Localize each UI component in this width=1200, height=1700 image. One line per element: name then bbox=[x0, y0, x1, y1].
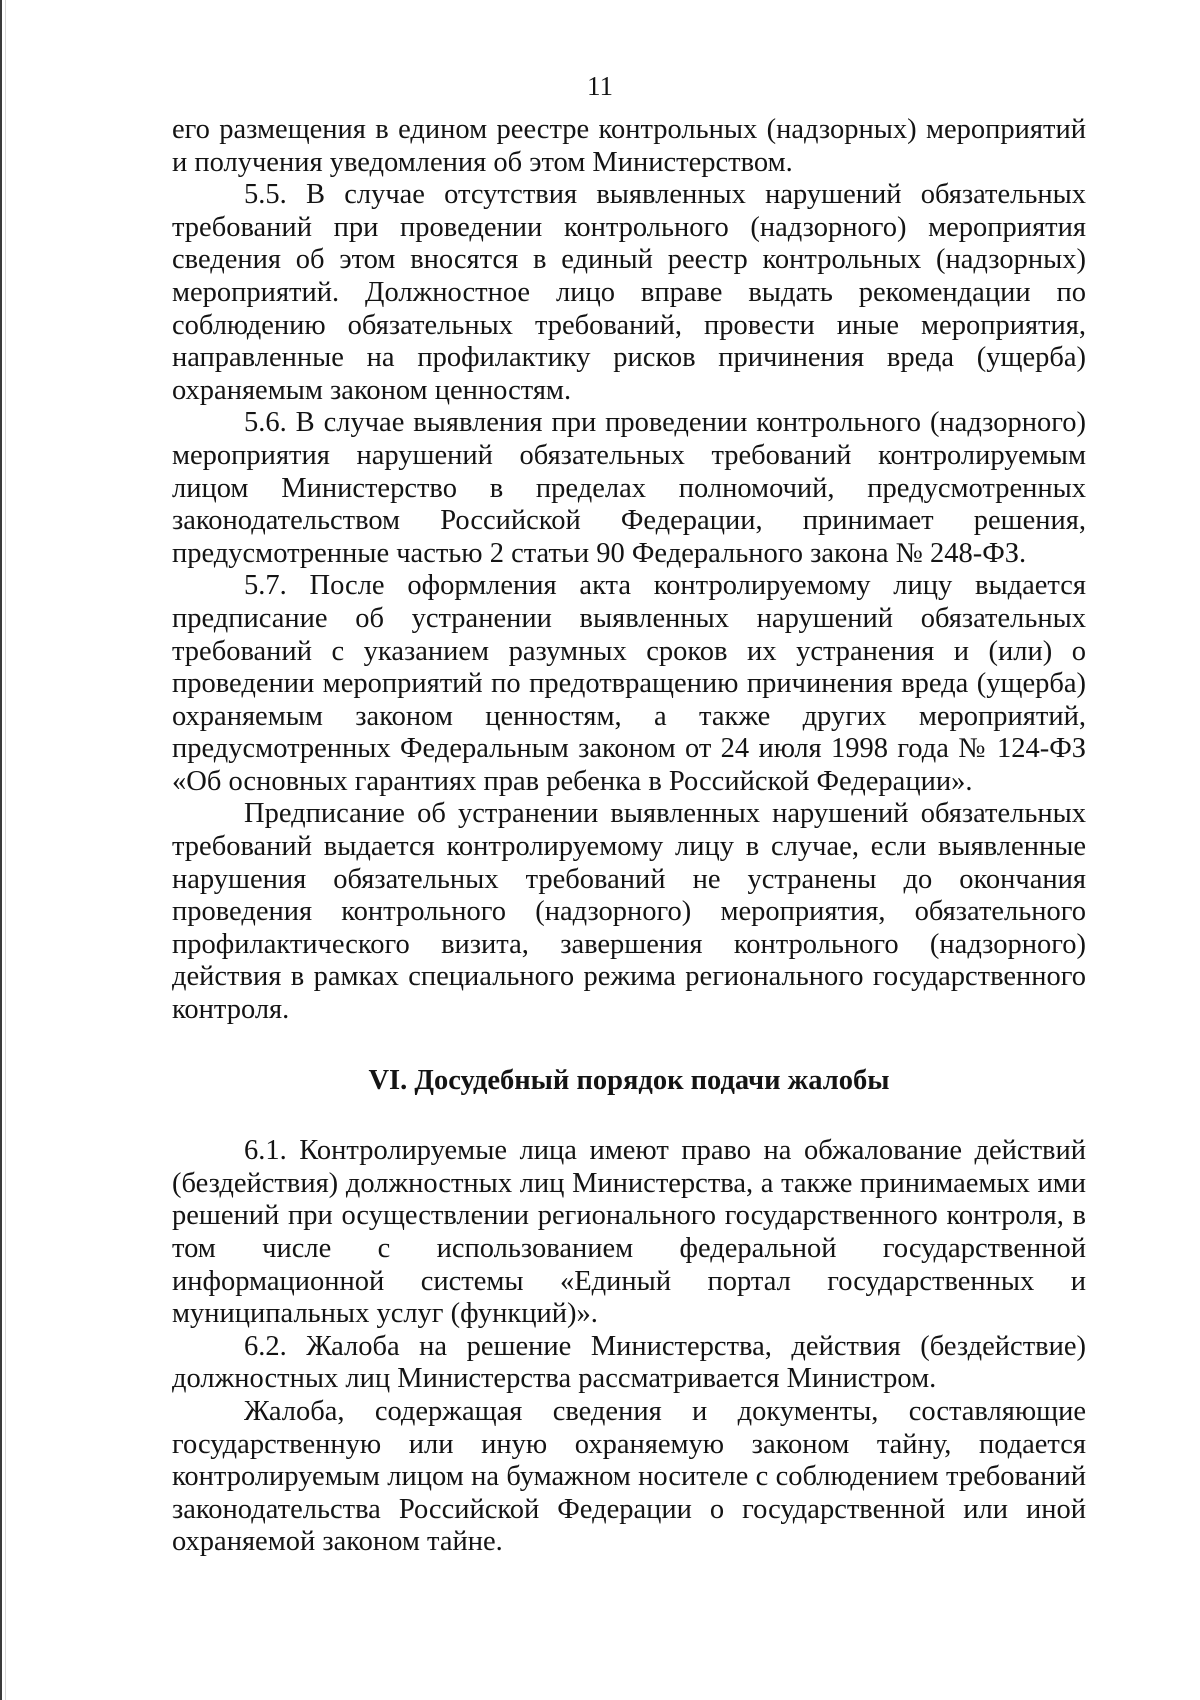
paragraph-complaint-secret: Жалоба, содержащая сведения и документы, составляющие государственную или иную охраняемую законом тайну, подается контролируемым лицом на бумажном носителе с соблюдением требований законодательства Российской Федерации о государственной или иной охраняемой законом тайне. bbox=[172, 1395, 1086, 1558]
paragraph-continuation: его размещения в едином реестре контрольных (надзорных) мероприятий и получения уведомления об этом Министерством. bbox=[172, 114, 1086, 178]
paragraph-5-7: 5.7. После оформления акта контролируемому лицу выдается предписание об устранении выявленных нарушений обязательных требований с указанием разумных сроков их устранения и (или) о проведении мероприятий по предотвращению причинения вреда (ущерба) охраняемым законом ценностям, а также других мероприятий, предусмотренных Федеральным законом от 24 июля 1998 года № 124-ФЗ «Об основных гарантиях прав ребенка в Российской Федерации». bbox=[172, 570, 1086, 797]
paragraph-5-6: 5.6. В случае выявления при проведении контрольного (надзорного) мероприятия нарушений обязательных требований контролируемым лицом Министерство в пределах полномочий, предусмотренных законодательством Российской Федерации, принимает решения, предусмотренные частью 2 статьи 90 Федерального закона № 248-ФЗ. bbox=[172, 407, 1086, 569]
document-body bbox=[172, 114, 1086, 1559]
paragraph-6-2: 6.2. Жалоба на решение Министерства, действия (бездействие) должностных лиц Министерства рассматривается Министром. bbox=[172, 1330, 1086, 1395]
paragraph-6-1: 6.1. Контролируемые лица имеют право на обжалование действий (бездействия) должностных лиц Министерства, а также принимаемых ими решений при осуществлении регионального государственного контроля, в том числе с использованием федеральной государственной информационной системы «Единый портал государственных и муниципальных услуг (функций)». bbox=[172, 1135, 1086, 1330]
section-heading: VI. Досудебный порядок подачи жалобы bbox=[368, 1064, 890, 1096]
scan-border-line bbox=[0, 0, 2, 1700]
paragraph-5-5: 5.5. В случае отсутствия выявленных нарушений обязательных требований при проведении контрольного (надзорного) мероприятия сведения об этом вносятся в единый реестр контрольных (надзорных) мероприятий. Должностное лицо вправе выдать рекомендации по соблюдению обязательных требований, провести иные мероприятия, направленные на профилактику рисков причинения вреда (ущерба) охраняемым законом ценностям. bbox=[172, 179, 1086, 406]
scan-border-shadow bbox=[5, 0, 6, 1700]
paragraph-prescription: Предписание об устранении выявленных нарушений обязательных требований выдается контролируемому лицу в случае, если выявленные нарушения обязательных требований не устранены до окончания проведения контрольного (надзорного) мероприятия, обязательного профилактического визита, завершения контрольного (надзорного) действия в рамках специального режима регионального государственного контроля. bbox=[172, 798, 1086, 1026]
page-number: 11 bbox=[587, 71, 613, 101]
